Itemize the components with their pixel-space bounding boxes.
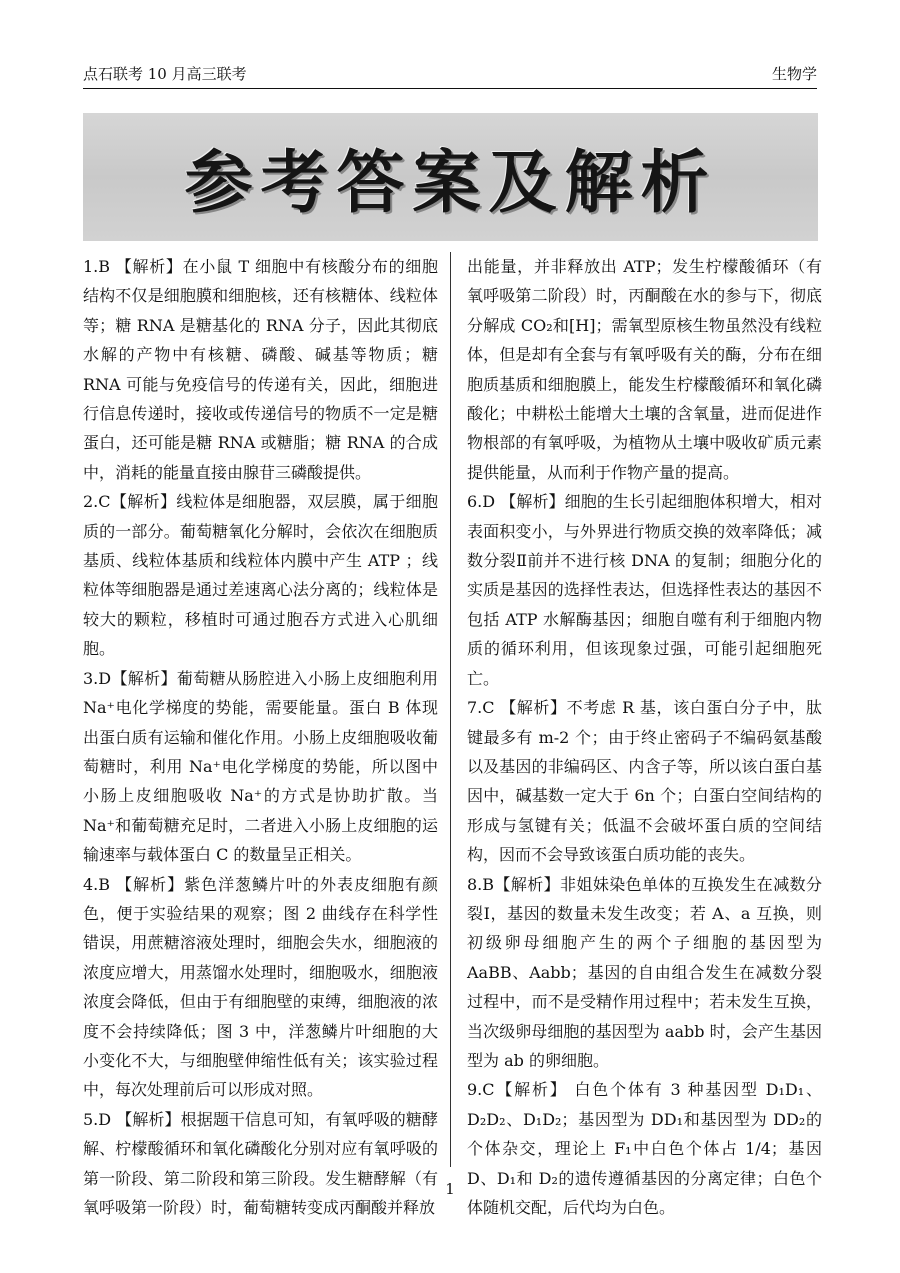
answer-7: 7.C 【解析】不考虑 R 基，该白蛋白分子中，肽键最多有 m-2 个；由于终止密码子不编码氨基酸以及基因的非编码区、内含子等，所以该白蛋白基因中，碱基数一定大于 6n 个；白蛋白空间结构的形成与氢键有关；低温不会破坏蛋白质的空间结构，因而不会导致该蛋白质功能的丧失。 [467,698,822,865]
left-column [83,252,438,1222]
right-column [467,252,822,1222]
exam-name: 点石联考 10 月高三联考 [83,65,247,83]
answer-8: 8.B【解析】非姐妹染色单体的互换发生在减数分裂Ⅰ，基因的数量未发生改变；若 A、a 互换，则初级卵母细胞产生的两个子细胞的基因型为 AaBB、Aabb；基因的自由组合发生在减数分裂过程中，而不是受精作用过程中；若未发生互换，当次级卵母细胞的基因型为 aabb 时，会产生基因型为 ab 的卵细胞。 [467,874,822,1070]
answer-5-part-1: 5.D 【解析】根据题干信息可知，有氧呼吸的糖酵解、柠檬酸循环和氧化磷酸化分别对应有氧呼吸的第一阶段、第二阶段和第三阶段。发生糖酵解（有氧呼吸第一阶段）时，葡萄糖转变成丙酮酸并释放 [83,1109,438,1217]
answer-2: 2.C【解析】线粒体是细胞器，双层膜，属于细胞质的一部分。葡萄糖氧化分解时，会依次在细胞质基质、线粒体基质和线粒体内膜中产生 ATP ；线粒体等细胞器是通过差速离心法分离的；线粒体是较大的颗粒，移植时可通过胞吞方式进入心肌细胞。 [83,492,438,659]
answer-4: 4.B 【解析】紫色洋葱鳞片叶的外表皮细胞有颜色，便于实验结果的观察；图 2 曲线存在科学性错误，用蔗糖溶液处理时，细胞会失水，细胞液的浓度应增大，用蒸馏水处理时，细胞吸水，细胞液浓度会降低，但由于有细胞壁的束缚，细胞液的浓度不会持续降低；图 3 中，洋葱鳞片叶细胞的大小变化不大，与细胞壁伸缩性低有关；该实验过程中，每次处理前后可以形成对照。 [83,874,438,1100]
page-header [83,62,817,89]
title-banner [83,113,818,241]
answer-3: 3.D【解析】葡萄糖从肠腔进入小肠上皮细胞利用 Na⁺电化学梯度的势能，需要能量。蛋白 B 体现出蛋白质有运输和催化作用。小肠上皮细胞吸收葡萄糖时，利用 Na⁺电化学梯度的势能，所以图中小肠上皮细胞吸收 Na⁺的方式是协助扩散。当 Na⁺和葡萄糖充足时，二者进入小肠上皮细胞的运输速率与载体蛋白 C 的数量呈正相关。 [83,668,438,865]
column-divider [450,252,451,1167]
answer-6: 6.D 【解析】细胞的生长引起细胞体积增大，相对表面积变小，与外界进行物质交换的效率降低；减数分裂Ⅱ前并不进行核 DNA 的复制；细胞分化的实质是基因的选择性表达，但选择性表达的基因不包括 ATP 水解酶基因；细胞自噬有利于细胞内物质的循环利用，但该现象过强，可能引起细胞死亡。 [467,492,822,688]
page-number: 1 [445,1180,455,1198]
answer-1: 1.B 【解析】在小鼠 T 细胞中有核酸分布的细胞结构不仅是细胞膜和细胞核，还有核糖体、线粒体等；糖 RNA 是糖基化的 RNA 分子，因此其彻底水解的产物中有核糖、磷酸、碱基等物质；糖 RNA 可能与免疫信号的传递有关，因此，细胞进行信息传递时，接收或传递信号的物质不一定是糖蛋白，还可能是糖 RNA 或糖脂；糖 RNA 的合成中，消耗的能量直接由腺苷三磷酸提供。 [83,257,438,482]
subject-name: 生物学 [771,65,817,83]
page-title: 参考答案及解析 [184,143,717,223]
answer-9: 9.C【解析】 白色个体有 3 种基因型 D₁D₁、D₂D₂、D₁D₂；基因型为 DD₁和基因型为 DD₂的个体杂交，理论上 F₁中白色个体占 1/4；基因 D、D₁和 D₂的遗传遵循基因的分离定律；白色个体随机交配，后代均为白色。 [467,1080,822,1217]
answer-5-part-2: 出能量，并非释放出 ATP；发生柠檬酸循环（有氧呼吸第二阶段）时，丙酮酸在水的参与下，彻底分解成 CO₂和[H]；需氧型原核生物虽然没有线粒体，但是却有全套与有氧呼吸有关的酶，分布在细胞质基质和细胞膜上，能发生柠檬酸循环和氧化磷酸化；中耕松土能增大土壤的含氧量，进而促进作物根部的有氧呼吸，为植物从土壤中吸收矿质元素提供能量，从而利于作物产量的提高。 [467,257,822,482]
